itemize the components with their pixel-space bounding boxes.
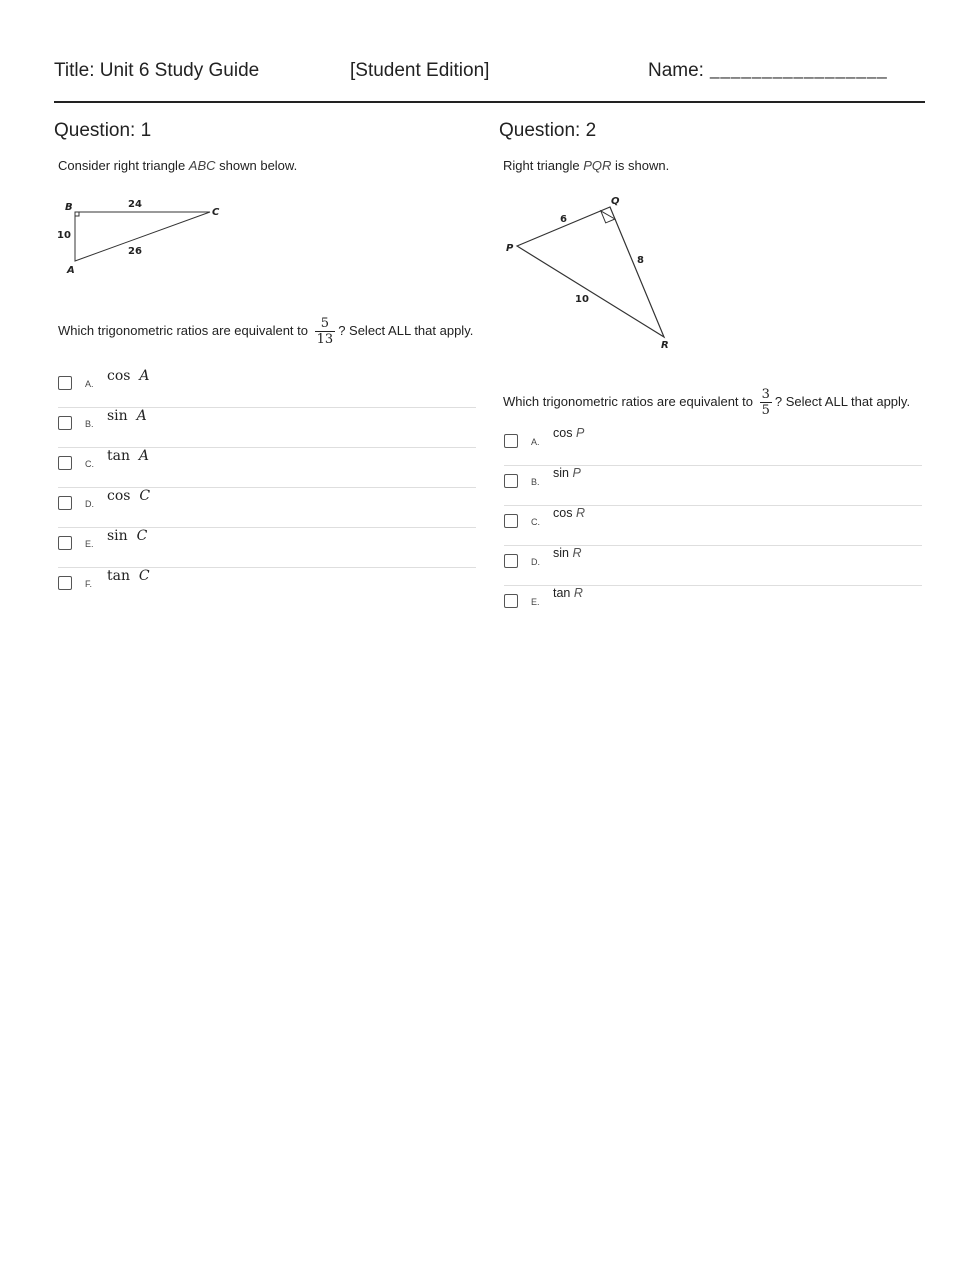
name-blank[interactable]: _________________ [710,60,888,79]
choice-fn: cos [553,426,573,440]
q2-fraction-denominator: 5 [761,403,770,418]
side-label-qr: 8 [637,255,644,266]
right-angle-marker-b [75,212,79,216]
choice-expression [107,488,150,504]
choice-fn: sin [553,546,569,560]
q2-choice-e[interactable] [504,586,922,625]
question-2-choices [504,426,922,625]
name-label: Name: [648,60,704,81]
vertex-label-a: A [67,265,75,276]
choice-fn: tan [553,586,571,600]
choice-letter: D. [531,557,540,567]
q2-checkbox-e[interactable] [504,594,518,608]
triangle-pqr-diagram [500,190,680,355]
choice-letter: B. [85,419,94,429]
choice-var: R [572,546,582,560]
choice-expression [107,448,149,464]
side-label-ab: 10 [57,230,71,241]
q1-choice-d[interactable] [58,488,476,528]
q1-fraction-denominator: 13 [316,332,334,347]
q1-fraction [315,316,336,347]
q1-question-post: ? Select ALL that apply. [338,322,474,338]
choice-letter: B. [531,477,540,487]
q2-choice-b[interactable] [504,466,922,506]
choice-var: P [575,426,585,440]
choice-var: A [138,448,150,464]
choice-letter: A. [85,379,94,389]
q1-choice-e[interactable] [58,528,476,568]
choice-expression [553,546,582,560]
choice-var: R [573,586,583,600]
choice-expression [553,426,584,440]
q2-intro-post: is shown. [611,158,670,173]
choice-var: C [139,488,151,504]
q1-checkbox-b[interactable] [58,416,72,430]
edition-label: [Student Edition] [350,60,490,81]
choice-fn: sin [553,466,569,480]
choice-expression [107,568,150,584]
q2-intro-var: PQR [583,158,612,173]
choice-fn: sin [107,528,128,544]
choice-letter: E. [531,597,540,607]
q1-intro-pre: Consider right triangle [58,158,189,173]
q2-question-pre: Which trigonometric ratios are equivalent to [503,393,754,409]
choice-expression [553,506,585,520]
q1-checkbox-c[interactable] [58,456,72,470]
choice-letter: C. [85,459,94,469]
q1-question-pre: Which trigonometric ratios are equivalent to [58,322,309,338]
choice-letter: A. [531,437,540,447]
q2-checkbox-a[interactable] [504,434,518,448]
q1-intro-post: shown below. [215,158,298,173]
triangle-pqr-shape [517,207,664,337]
choice-var: A [139,368,150,384]
vertex-label-p: P [506,243,514,254]
q1-choice-a[interactable] [58,368,476,408]
side-label-bc: 24 [128,199,142,210]
q1-choice-b[interactable] [58,408,476,448]
q1-checkbox-f[interactable] [58,576,72,590]
choice-fn: cos [553,506,573,520]
side-label-pr: 10 [575,294,589,305]
q1-fraction-numerator: 5 [320,316,330,331]
vertex-label-b: B [65,202,73,213]
q2-question-post: ? Select ALL that apply. [774,393,911,409]
choice-var: A [136,408,147,424]
q1-checkbox-e[interactable] [58,536,72,550]
q1-intro-var: ABC [188,158,216,173]
choice-letter: E. [85,539,94,549]
q1-choice-f[interactable] [58,568,476,607]
q2-intro-pre: Right triangle [503,158,584,173]
question-1-prompt [58,316,473,347]
vertex-label-q: Q [611,196,620,207]
side-label-pq: 6 [560,214,567,225]
q2-checkbox-d[interactable] [504,554,518,568]
choice-letter: C. [531,517,540,527]
choice-expression [107,528,147,544]
question-2-title: Question: 2 [499,120,597,141]
question-1-intro [58,158,297,173]
header-divider [54,101,925,103]
page-title: Title: Unit 6 Study Guide [54,60,260,81]
q1-checkbox-a[interactable] [58,376,72,390]
choice-expression [553,466,581,480]
choice-fn: sin [107,408,128,424]
question-1-title: Question: 1 [54,120,152,141]
choice-fn: tan [107,448,130,464]
choice-letter: D. [85,499,94,509]
question-2-intro [503,158,669,173]
page-header [54,60,925,86]
q2-checkbox-c[interactable] [504,514,518,528]
choice-fn: cos [107,488,131,504]
q1-choice-c[interactable] [58,448,476,488]
q2-choice-a[interactable] [504,426,922,466]
question-1-choices [58,368,476,607]
choice-fn: tan [107,568,130,584]
q2-fraction-numerator: 3 [761,387,770,402]
q1-checkbox-d[interactable] [58,496,72,510]
q2-checkbox-b[interactable] [504,474,518,488]
q2-fraction [760,387,772,418]
choice-var: C [138,568,150,584]
triangle-abc-shape [75,212,210,261]
choice-var: P [572,466,581,480]
q2-choice-d[interactable] [504,546,922,586]
choice-letter: F. [85,579,93,589]
q2-choice-c[interactable] [504,506,922,546]
choice-expression [107,368,150,384]
vertex-label-r: R [661,340,669,351]
choice-expression [107,408,147,424]
choice-expression [553,586,583,600]
triangle-abc-diagram [50,192,240,282]
vertex-label-c: C [212,207,220,218]
choice-fn: cos [107,368,131,384]
side-label-ac: 26 [128,246,142,257]
question-2-prompt [503,387,910,418]
choice-var: C [136,528,148,544]
choice-var: R [575,506,585,520]
